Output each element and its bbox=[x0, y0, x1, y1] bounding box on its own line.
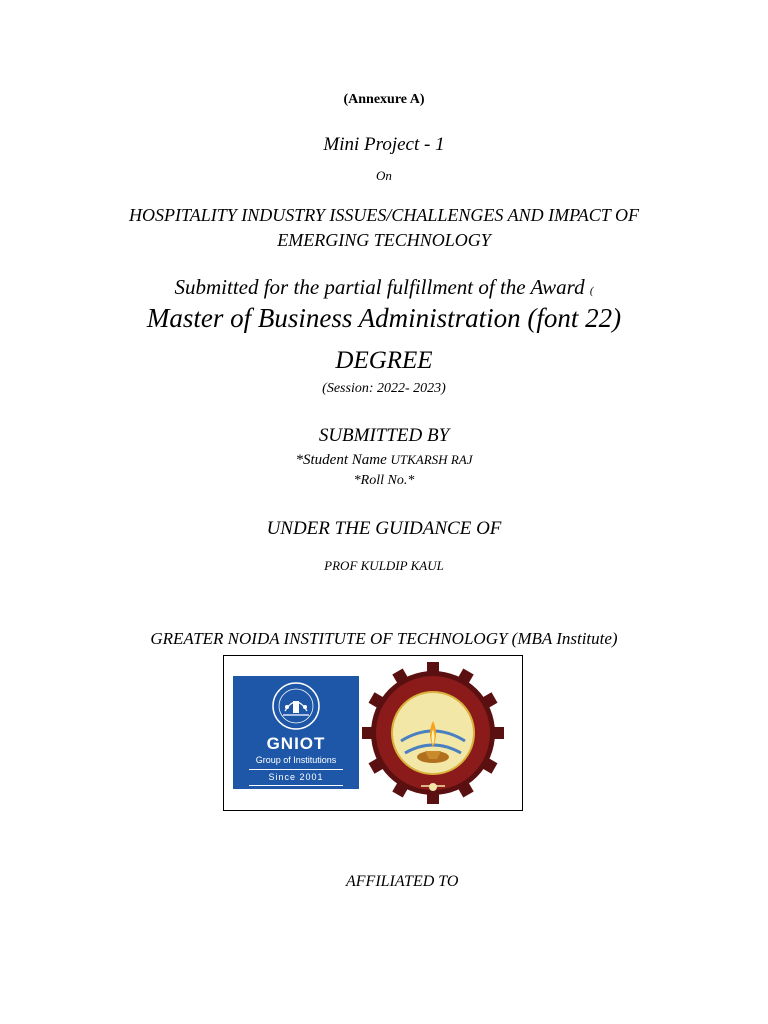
student-name-label: *Student Name bbox=[295, 452, 387, 468]
submitted-for-text: Submitted for the partial fulfillment of the Award bbox=[174, 275, 585, 299]
gniot-logo bbox=[233, 676, 359, 789]
submitted-by-heading: SUBMITTED BY bbox=[318, 425, 450, 446]
gniot-subtitle: Group of Institutions bbox=[255, 755, 337, 765]
gniot-since: Since 2001 bbox=[268, 772, 324, 782]
submitted-for-trail: ( bbox=[589, 285, 594, 297]
aktu-seal-icon bbox=[361, 661, 505, 805]
gniot-rule-bottom bbox=[249, 785, 343, 786]
on-label: On bbox=[376, 168, 392, 183]
mini-project-heading: Mini Project - 1 bbox=[323, 134, 445, 155]
affiliated-to-label: AFFILIATED TO bbox=[346, 873, 459, 890]
guide-name: PROF KULDIP KAUL bbox=[324, 558, 444, 573]
gniot-emblem-icon bbox=[271, 681, 321, 731]
gniot-rule-top bbox=[249, 769, 343, 770]
roll-number: *Roll No.* bbox=[353, 473, 415, 488]
student-name: UTKARSH RAJ bbox=[390, 452, 473, 467]
logo-box bbox=[223, 655, 523, 811]
guidance-heading: UNDER THE GUIDANCE OF bbox=[266, 518, 502, 539]
session-label: (Session: 2022- 2023) bbox=[322, 381, 446, 396]
submitted-for-line bbox=[0, 275, 768, 300]
project-title-line1: HOSPITALITY INDUSTRY ISSUES/CHALLENGES AND IMPACT OF bbox=[129, 205, 639, 225]
project-title-line2: EMERGING TECHNOLOGY bbox=[277, 230, 491, 250]
degree-name: Master of Business Administration (font 22) bbox=[146, 303, 622, 333]
gniot-name: GNIOT bbox=[266, 734, 326, 753]
institute-name: GREATER NOIDA INSTITUTE OF TECHNOLOGY (MBA Institute) bbox=[150, 629, 618, 648]
degree-label: DEGREE bbox=[335, 347, 433, 374]
annexure-label: (Annexure A) bbox=[343, 92, 425, 107]
student-name-line bbox=[0, 452, 768, 469]
